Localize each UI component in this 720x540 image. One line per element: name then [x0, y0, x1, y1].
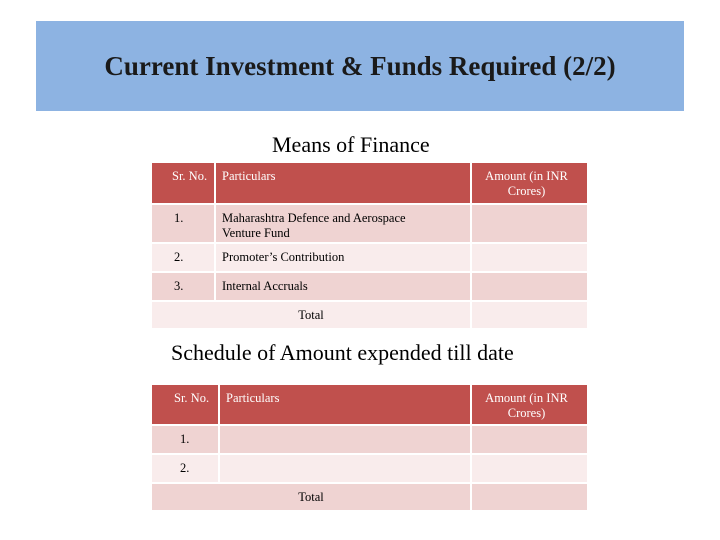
- table-header-row: [151, 384, 588, 425]
- total-row: [151, 483, 588, 511]
- header-sr: Sr. No.: [151, 162, 215, 204]
- total-label: Total: [151, 301, 471, 329]
- row-amount: [471, 243, 588, 272]
- total-amount: [471, 483, 588, 511]
- header-sr: Sr. No.: [151, 384, 219, 425]
- means-of-finance-table: [150, 161, 589, 330]
- table-row: [151, 243, 588, 272]
- row-sr: 2.: [151, 454, 219, 483]
- row-sr: 1.: [151, 204, 215, 243]
- table-row: [151, 454, 588, 483]
- row-sr: 3.: [151, 272, 215, 301]
- table-row: [151, 272, 588, 301]
- row-amount: [471, 272, 588, 301]
- row-particulars: Maharashtra Defence and Aerospace Venture Fund: [215, 204, 471, 243]
- page-title: Current Investment & Funds Required (2/2): [104, 50, 616, 81]
- title-banner: [36, 21, 684, 111]
- schedule-heading: Schedule of Amount expended till date: [171, 340, 514, 365]
- row-particulars: Promoter’s Contribution: [215, 243, 471, 272]
- total-label: Total: [151, 483, 471, 511]
- table-row: [151, 204, 588, 243]
- header-particulars: Particulars: [215, 162, 471, 204]
- total-row: [151, 301, 588, 329]
- row-amount: [471, 425, 588, 454]
- row-particulars: [219, 454, 471, 483]
- table-header-row: [151, 162, 588, 204]
- row-amount: [471, 204, 588, 243]
- row-sr: 1.: [151, 425, 219, 454]
- row-particulars: [219, 425, 471, 454]
- means-of-finance-heading: Means of Finance: [272, 132, 430, 157]
- row-sr: 2.: [151, 243, 215, 272]
- row-particulars: Internal Accruals: [215, 272, 471, 301]
- header-amount: Amount (in INR Crores): [471, 162, 588, 204]
- row-amount: [471, 454, 588, 483]
- schedule-table: [150, 383, 589, 512]
- header-particulars: Particulars: [219, 384, 471, 425]
- table-row: [151, 425, 588, 454]
- header-amount: Amount (in INR Crores): [471, 384, 588, 425]
- total-amount: [471, 301, 588, 329]
